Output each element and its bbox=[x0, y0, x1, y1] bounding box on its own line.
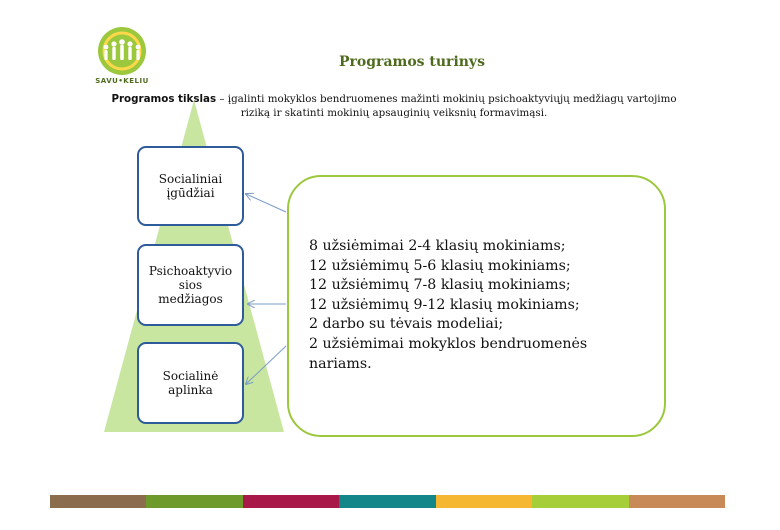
box-3-line-1: Socialinė bbox=[162, 369, 219, 383]
box-3-line-2: aplinka bbox=[168, 383, 213, 397]
box-1-line-1: Socialiniai bbox=[158, 172, 223, 186]
box-1-line-2: įgūdžiai bbox=[166, 186, 215, 200]
footer-segment bbox=[532, 495, 628, 508]
program-content-panel bbox=[287, 175, 666, 437]
goal-text-1: – įgalinti mokyklos bendruomenes mažinti mokinių psichoaktyviųjų medžiagų vartojimo bbox=[216, 93, 677, 105]
box-2-line-1: Psichoaktyvio bbox=[148, 264, 233, 278]
panel-line-3: 12 užsiėmimų 7-8 klasių mokiniams; bbox=[309, 277, 571, 294]
panel-line-1: 8 užsiėmimai 2-4 klasių mokiniams; bbox=[309, 238, 566, 254]
savu-keliu-logo bbox=[86, 25, 158, 87]
panel-line-7: nariams. bbox=[309, 355, 372, 372]
goal-label: Programos tikslas bbox=[111, 93, 217, 105]
box-2-line-3: medžiagos bbox=[158, 292, 223, 306]
goal-line-2: riziką ir skatinti mokinių apsauginių veiksnių formavimąsi. bbox=[240, 107, 548, 119]
slide-title: Programos turinys bbox=[339, 54, 485, 70]
box-2-line-2: sios bbox=[178, 278, 203, 292]
footer-segment bbox=[243, 495, 339, 508]
box-psichoaktyviosios-medziagos bbox=[137, 244, 244, 326]
box-socialine-aplinka bbox=[137, 342, 244, 424]
panel-line-4: 12 užsiėmimų 9-12 klasių mokiniams; bbox=[309, 296, 580, 313]
logo-text: SAVU•KELIU bbox=[95, 77, 149, 85]
panel-line-2: 12 užsiėmimų 5-6 klasių mokiniams; bbox=[309, 257, 571, 274]
panel-line-5: 2 darbo su tėvais modeliai; bbox=[309, 316, 504, 333]
footer-segment bbox=[629, 495, 725, 508]
footer-segment bbox=[146, 495, 242, 508]
footer-segment bbox=[50, 495, 146, 508]
panel-line-6: 2 užsiėmimai mokyklos bendruomenės bbox=[309, 335, 588, 352]
box-socialiniai-igudziai bbox=[137, 146, 244, 226]
footer-segment bbox=[436, 495, 532, 508]
footer-color-bar bbox=[50, 495, 725, 508]
footer-segment bbox=[339, 495, 435, 508]
